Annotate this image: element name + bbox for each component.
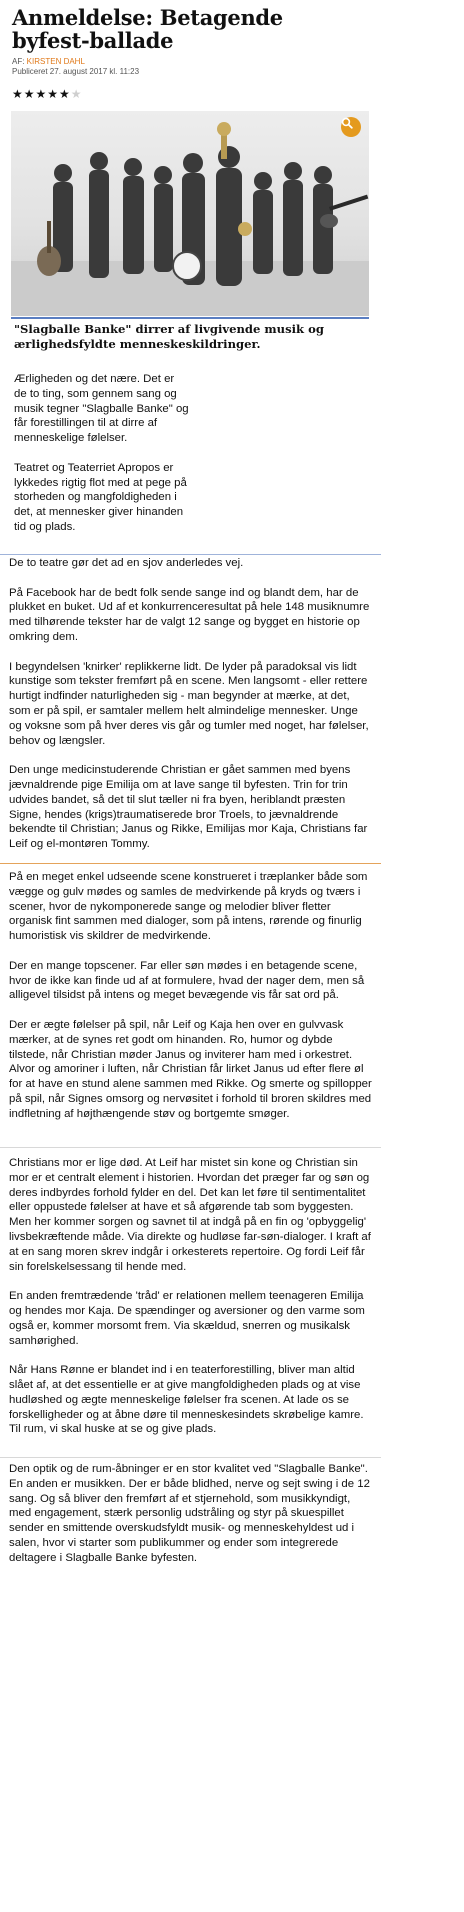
published-date: Publiceret 27. august 2017 kl. 11:23 (12, 67, 140, 76)
byline (0, 52, 381, 77)
section-divider (0, 1147, 381, 1148)
body-section-2 (9, 870, 373, 1136)
author-prefix: AF: (12, 57, 27, 66)
photo-divider (11, 317, 369, 319)
article-title (0, 0, 381, 52)
title-line-2: byfest-ballade (12, 28, 174, 53)
paragraph: Teatret og Teaterriet Apropos er lykkedes rigtig flot med at pege på storheden og mangfoldigheden i det, at mennesker giver hinanden tid og plads. (14, 461, 187, 533)
section-divider (0, 1457, 381, 1458)
star-rating (0, 77, 381, 101)
title-line-1: Anmeldelse: Betagende (12, 5, 283, 30)
band-photo (11, 111, 369, 316)
paragraph: Når Hans Rønne er blandet ind i en teaterforestilling, bliver man altid slået af, at det essentielle er at give mangfoldigheden plads og at vise hudløshed og ægte menneskelige følelser fra scenen. At lade os se forskelligheder og at åbne døre til menneskesindets skrøbelige kamre. Til rum, vi skal huske at se og give plads. (9, 1364, 364, 1436)
author-link[interactable]: KIRSTEN DAHL (26, 57, 85, 66)
paragraph: De to teatre gør det ad en sjov anderledes vej. (9, 557, 244, 569)
paragraph: Den optik og de rum-åbninger er en stor kvalitet ved "Slagballe Banke". En anden er musikken. Der er både blidhed, nerve og sejt swing i de 12 sang. Og så bliver den fremført af et stjernehold, som musikkyndigt, med engagement, stærk personlig udstråling og styr på skuespillet sender en smittende overskudsfyldt musik- og menneskehyldest ud i salen, hvor vi starter som publikummer og ender som integrerede deltagere i Slagballe Banke byfesten. (9, 1463, 370, 1564)
band-photo-illustration (11, 111, 369, 316)
body-section-3 (9, 1156, 373, 1452)
paragraph: En anden fremtrædende 'tråd' er relationen mellem teenageren Emilija og hendes mor Kaja. De spændinger og aversioner og den varme som også er, kommer morsomt frem. Via skældud, snerren og musikalsk samhørighed. (9, 1290, 365, 1347)
body-section-4 (9, 1462, 373, 1580)
paragraph: Ærligheden og det nære. Det er de to ting, som gennem sang og musik tegner "Slagballe Banke" og får forestillingen til at dirre af menneskelige følelser. (14, 373, 189, 445)
paragraph: På en meget enkel udseende scene konstrueret i træplanker både som vægge og gulv mødes og samles de medvirkende på kryds og tværs i scener, hvor de nykomponerede sange og melodier bliver fletter organisk fint sammen med dialoger, som på intens, rørende og finurlig humoristisk vis skildrer de medvirkende. (9, 871, 368, 943)
zoom-icon (341, 117, 353, 129)
paragraph: Der er ægte følelser på spil, når Leif og Kaja hen over en gulvvask mærker, at de synes ret godt om hinanden. Ro, humor og dybde tilstede, når Christian møder Janus og inviterer ham med i orkestret. Alvor og amoriner i luften, når Christian får lirket Janus ud efter flere øl for at have en stund alene sammen med Rikke. Og smerte og spillopper på spil, når Signes omsorg og nervøsitet i forhold til broren skildres med indfletning af højthængende støv og bortgemte smøger. (9, 1018, 372, 1120)
article-lead: "Slagballe Banke" dirrer af livgivende musik og ærlighedsfyldte menneskeskildringer. (14, 322, 324, 351)
intro-column (14, 372, 189, 550)
body-section-1 (9, 556, 373, 867)
paragraph: Der en mange topscener. Far eller søn mødes i en betagende scene, hvor de ikke kan finde ud af at formulere, hvad der nager dem, men så alligevel tilsidst på intens og meget bevægende vis får sat ord på. (9, 959, 365, 1002)
stars-empty: ★ (70, 87, 83, 101)
paragraph: Den unge medicinstuderende Christian er gået sammen med byens jævnaldrende pige Emilija om at lave sange til byfesten. Trin for trin udvides bandet, så det til slut tæller ni fra byen, heriblandt præsten Signe, hendes (krigs)traumatiserede bror Troels, to jævnaldrende bekendte til Christian; Janus og Rikke, Emilijas mor Kaja, Christians far Leif og el-montøren Tommy. (9, 764, 368, 851)
author-line (12, 57, 369, 67)
section-divider (0, 554, 381, 555)
paragraph: I begyndelsen 'knirker' replikkerne lidt. De lyder på paradoksal vis lidt kunstige som tekster fremført på en scene. Men langsomt - eller rettere hurtigt indfinder naturligheden sig - man begynder at mærke, at det, som er på spil, er samtaler mellem helt almindelige mennesker. Unge og voksne som på hver deres vis går og tumler med noget, har følelser, behov og længsler. (9, 660, 369, 747)
section-divider (0, 863, 381, 864)
paragraph: På Facebook har de bedt folk sende sange ind og blandt dem, har de plukket en buket. Ud af et konkurrenceresultat på hele 148 musiknumre med tilhørende tekster har de valgt 12 sange og bygget en historie op omkring dem. (9, 586, 370, 643)
paragraph: Christians mor er lige død. At Leif har mistet sin kone og Christian sin mor er et centralt element i historien. Hvordan det præger far og søn og deres indbyrdes forhold fylder en del. Det kan let føre til sentimentalitet eller oppustede følelser at have et så afgørende tab som byggesten. Men her kommer sorgen og savnet til at indgå på en fin og 'opbyggelig' livsbekræftende måde. Via direkte og hudløse far-søn-dialoger. I kraft af at en sang moren skrev indgår i orkesterets repertoire. Og fordi Leif får sin forelskelsessang til hende med. (9, 1157, 371, 1273)
stars-filled: ★★★★★ (12, 87, 71, 101)
zoom-button[interactable] (341, 117, 361, 137)
